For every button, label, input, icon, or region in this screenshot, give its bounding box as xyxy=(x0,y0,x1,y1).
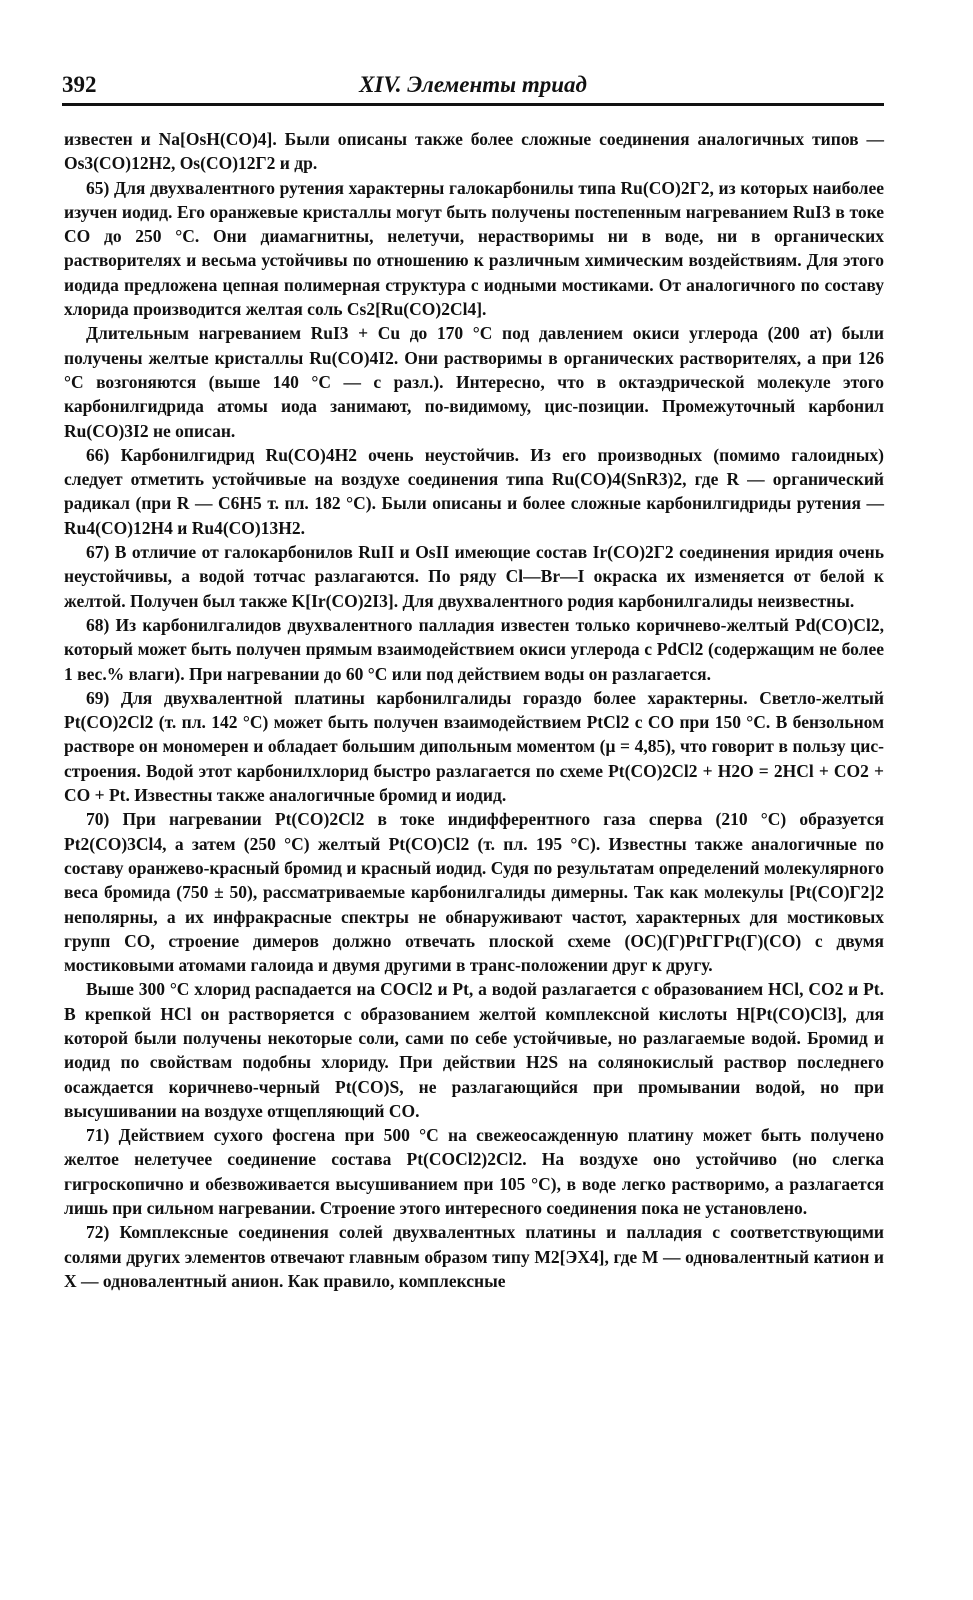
paragraph-note-65: 65) Для двухвалентного рутения характерны галокарбонилы типа Ru(CO)2Г2, из которых наиболее изучен иодид. Его оранжевые кристаллы могут быть получены постепенным нагреванием RuI3 в токе CO до 250 °С. Они диамагнитны, нелетучи, нерастворимы ни в воде, ни в органических растворителях и весьма устойчивы по отношению к различным химическим воздействиям. Для этого иодида предложена цепная полимерная структура с иодными мостиками. От аналогичного по составу хлорида производится желтая соль Cs2[Ru(CO)2Cl4]. xyxy=(64,177,884,320)
page-number: 392 xyxy=(62,72,97,97)
paragraph-note-70: 70) При нагревании Pt(CO)2Cl2 в токе индифферентного газа сперва (210 °С) образуется Pt2(CO)3Cl4, а затем (250 °С) желтый Pt(CO)Cl2 (т. пл. 195 °С). Известны также аналогичные по составу оранжево-красный бромид и красный иодид. Судя по результатам определений молекулярного веса бромида (750 ± 50), рассматриваемые карбонилгалиды димерны. Так как молекулы [Pt(CO)Г2]2 неполярны, а их инфракрасные спектры не обнаруживают частот, характерных для мостиковых групп CO, строение димеров должно отвечать плоской схеме (OC)(Г)PtГГPt(Г)(CO) с двумя мостиковыми атомами галоида и двумя другими в транс-положении друг к другу. xyxy=(64,809,884,976)
page-header xyxy=(62,66,884,106)
paragraph-note-69: 69) Для двухвалентной платины карбонилгалиды гораздо более характерны. Светло-желтый Pt(CO)2Cl2 (т. пл. 142 °С) может быть получен взаимодействием PtCl2 с CO при 150 °С. В бензольном растворе он мономерен и обладает большим дипольным моментом (μ = 4,85), что говорит в пользу цис-строения. Водой этот карбонилхлорид быстро разлагается по схеме Pt(CO)2Cl2 + H2O = 2HCl + CO2 + CO + Pt. Известны также аналогичные бромид и иодид. xyxy=(64,687,884,806)
paragraph-ruthenium-iodide: Длительным нагреванием RuI3 + Cu до 170 °С под давлением окиси углерода (200 ат) были получены желтые кристаллы Ru(CO)4I2. Они растворимы в органических растворителях, а при 126 °С возгоняются (выше 140 °С — с разл.). Интересно, что в октаэдрической молекуле этого карбонилгидрида атомы иода занимают, по-видимому, цис-позиции. Промежуточный карбонил Ru(CO)3I2 не описан. xyxy=(64,323,884,441)
paragraph-note-67: 67) В отличие от галокарбонилов RuII и OsII имеющие состав Ir(CO)2Г2 соединения иридия очень неустойчивы, а водой тотчас разлагаются. По ряду Cl—Br—I окраска их изменяется от белой к желтой. Получен был также K[Ir(CO)2I3]. Для двухвалентного родия карбонилгалиды неизвестны. xyxy=(64,542,884,611)
body-text xyxy=(64,127,884,1293)
paragraph-note-71: 71) Действием сухого фосгена при 500 °С на свежеосажденную платину может быть получено желтое нелетучее соединение состава Pt(COCl2)2Cl2. На воздухе оно устойчиво (но слегка гигроскопично и обезвоживается высушиванием при 105 °С), в воде легко растворимо, а разлагается лишь при сильном нагревании. Строение этого интересного соединения пока не установлено. xyxy=(64,1125,884,1219)
running-title: XIV. Элементы триад xyxy=(359,72,587,97)
paragraph-continuation: известен и Na[OsH(CO)4]. Были описаны также более сложные соединения аналогичных типов — Os3(CO)12H2, Os(CO)12Г2 и др. xyxy=(64,129,884,174)
paragraph-note-66: 66) Карбонилгидрид Ru(CO)4H2 очень неустойчив. Из его производных (помимо галоидных) следует отметить устойчивые на воздухе соединения типа Ru(CO)4(SnR3)2, где R — органический радикал (при R — C6H5 т. пл. 182 °С). Были описаны и более сложные карбонилгидриды рутения — Ru4(CO)12H4 и Ru4(CO)13H2. xyxy=(64,444,884,538)
paragraph-chloride-decomposition: Выше 300 °С хлорид распадается на COCl2 и Pt, а водой разлагается с образованием HCl, CO2 и Pt. В крепкой HCl он растворяется с образованием желтой комплексной кислоты H[Pt(CO)Cl3], для которой были получены некоторые соли, сами по себе устойчивые, но разлагаемые водой. Бромид и иодид по свойствам подобны хлориду. При действии H2S на солянокислый раствор последнего осаждается коричнево-черный Pt(CO)S, не разлагающийся при промывании водой, но при высушивании на воздухе отщепляющий CO. xyxy=(64,979,884,1121)
paragraph-note-68: 68) Из карбонилгалидов двухвалентного палладия известен только коричнево-желтый Pd(CO)Cl2, который может быть получен прямым взаимодействием окиси углерода с PdCl2 (содержащим не более 1 вес.% влаги). При нагревании до 60 °С или под действием воды он разлагается. xyxy=(64,614,884,684)
paragraph-note-72: 72) Комплексные соединения солей двухвалентных платины и палладия с соответствующими солями других элементов отвечают главным образом типу M2[ЭX4], где M — одновалентный катион и X — одновалентный анион. Как правило, комплексные xyxy=(64,1222,884,1291)
